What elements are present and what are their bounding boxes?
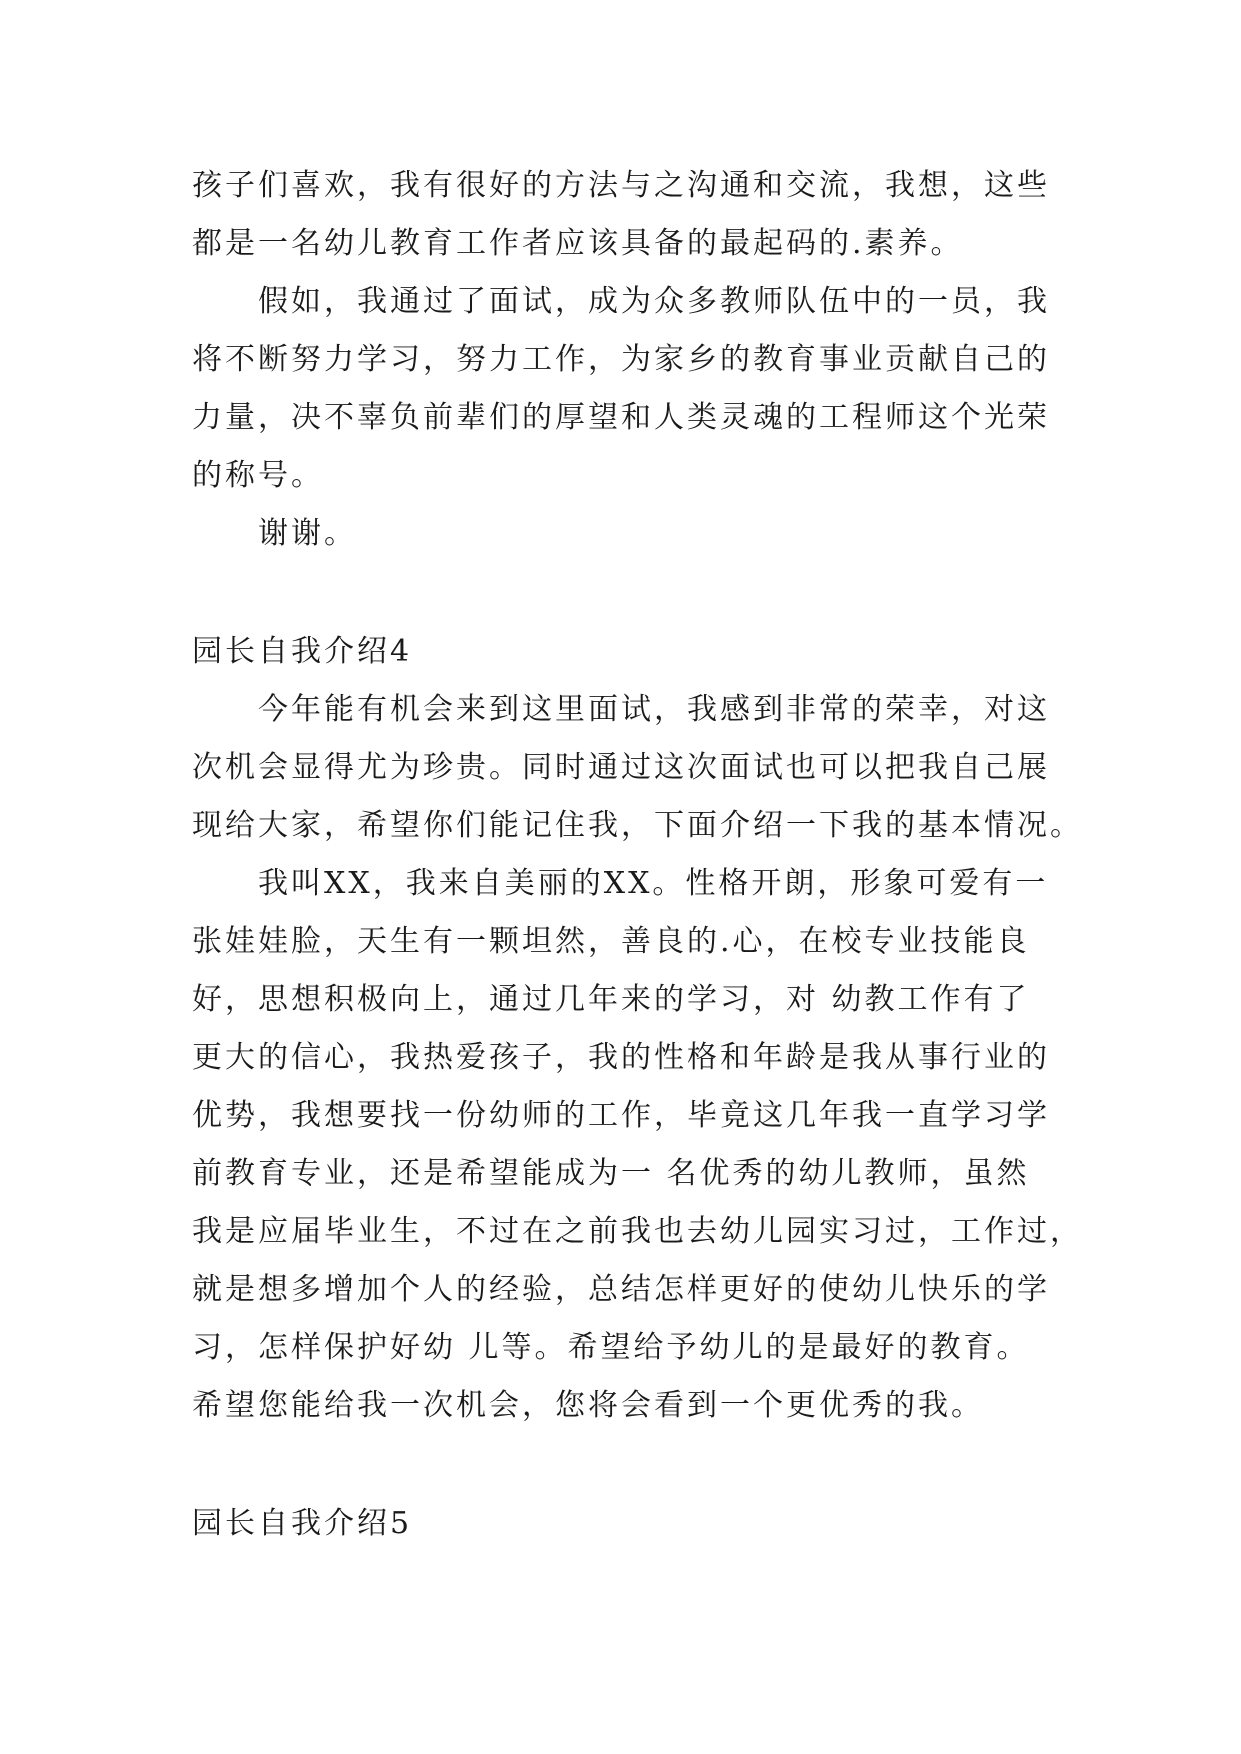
text-line: 假如，我通过了面试，成为众多教师队伍中的一员，我: [192, 284, 1050, 319]
text-line: 我叫XX，我来自美丽的XX。性格开朗，形象可爱有一: [192, 866, 1049, 901]
text-line: 谢谢。: [192, 516, 357, 551]
text-line: 我是应届毕业生，不过在之前我也去幼儿园实习过，工作过，: [192, 1214, 1083, 1249]
paragraph-thanks: [192, 505, 1052, 563]
section-heading-5: 园长自我介绍5: [192, 1506, 413, 1541]
text-line: 次机会显得尤为珍贵。同时通过这次面试也可以把我自己展: [192, 750, 1050, 785]
text-line: 力量，决不辜负前辈们的厚望和人类灵魂的工程师这个光荣: [192, 400, 1050, 435]
text-line: 今年能有机会来到这里面试，我感到非常的荣幸，对这: [192, 692, 1050, 727]
text-line: 希望您能给我一次机会，您将会看到一个更优秀的我。: [192, 1388, 984, 1423]
paragraph-hypothesis: [192, 273, 1052, 505]
section4-paragraph-2: [192, 855, 1083, 1435]
text-line: 孩子们喜欢，我有很好的方法与之沟通和交流，我想，这些: [192, 168, 1050, 203]
section4-paragraph-1: [192, 681, 1083, 855]
text-line: 好，思想积极向上，通过几年来的学习，对 幼教工作有了: [192, 982, 1030, 1017]
text-line: 优势，我想要找一份幼师的工作，毕竟这几年我一直学习学: [192, 1098, 1050, 1133]
text-line: 都是一名幼儿教育工作者应该具备的最起码的.素养。: [192, 226, 964, 261]
text-line: 前教育专业，还是希望能成为一 名优秀的幼儿教师，虽然: [192, 1156, 1030, 1191]
text-line: 就是想多增加个人的经验，总结怎样更好的使幼儿快乐的学: [192, 1272, 1050, 1307]
text-line: 更大的信心，我热爱孩子，我的性格和年龄是我从事行业的: [192, 1040, 1050, 1075]
section-heading-4: 园长自我介绍4: [192, 634, 413, 669]
text-line: 的称号。: [192, 458, 324, 493]
text-line: 习，怎样保护好幼 儿等。希望给予幼儿的是最好的教育。: [192, 1330, 1030, 1365]
text-line: 将不断努力学习，努力工作，为家乡的教育事业贡献自己的: [192, 342, 1050, 377]
text-line: 现给大家，希望你们能记住我，下面介绍一下我的基本情况。: [192, 808, 1083, 843]
text-line: 张娃娃脸，天生有一颗坦然，善良的.心，在校专业技能良: [192, 924, 1030, 959]
paragraph-continued: [192, 157, 1052, 273]
